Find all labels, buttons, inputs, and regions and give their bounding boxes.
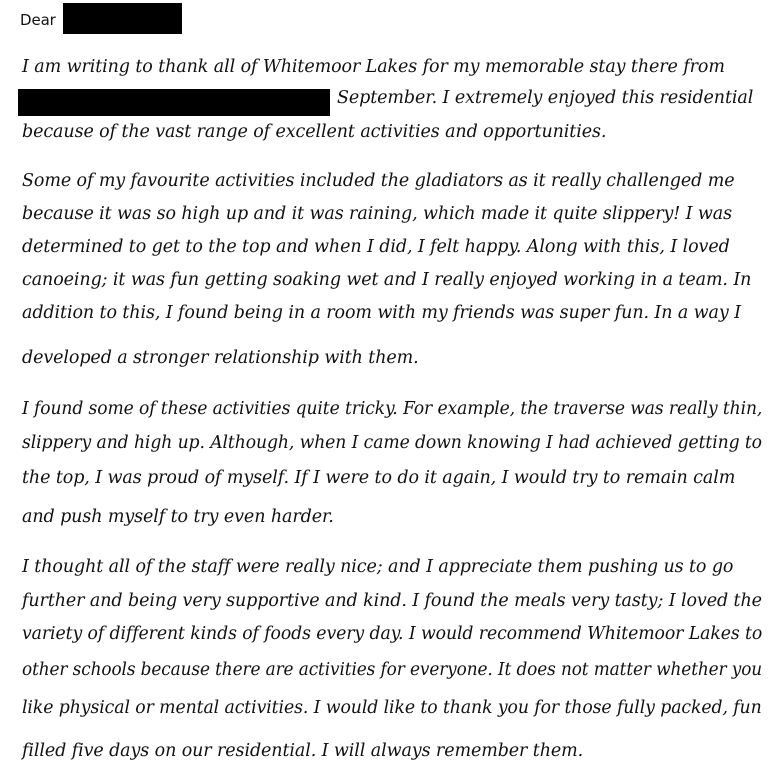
letter-line: addition to this, I found being in a room with my friends was super fun. In a way I (22, 303, 741, 323)
letter-line: Some of my favourite activities included the gladiators as it really challenged me (22, 171, 735, 191)
letter-line: further and being very supportive and kind. I found the meals very tasty; I loved the (22, 591, 762, 611)
letter-line: the top, I was proud of myself. If I were to do it again, I would try to remain calm (22, 468, 736, 488)
letter-line: because it was so high up and it was raining, which made it quite slippery! I was (22, 204, 733, 224)
letter-line: slippery and high up. Although, when I came down knowing I had achieved getting to (22, 433, 762, 453)
redacted-dates (18, 89, 330, 116)
letter-line: I thought all of the staff were really nice; and I appreciate them pushing us to go (22, 557, 734, 577)
letter-line: developed a stronger relationship with them. (22, 348, 419, 368)
letter-line: canoeing; it was fun getting soaking wet and I really enjoyed working in a team. In (22, 270, 752, 290)
letter-line: other schools because there are activities for everyone. It does not matter whether you (22, 660, 763, 680)
letter-line: and push myself to try even harder. (22, 507, 334, 527)
letter-line: because of the vast range of excellent activities and opportunities. (22, 122, 607, 142)
letter-line: determined to get to the top and when I did, I felt happy. Along with this, I loved (22, 237, 730, 257)
letter-line: like physical or mental activities. I would like to thank you for those fully packed, fun (22, 698, 762, 718)
salutation: Dear (20, 11, 56, 29)
letter-line: September. I extremely enjoyed this residential (337, 88, 754, 108)
redacted-recipient-name (63, 3, 182, 34)
letter-line: filled five days on our residential. I will always remember them. (22, 741, 584, 761)
letter-line: I am writing to thank all of Whitemoor Lakes for my memorable stay there from (22, 57, 725, 77)
letter-line: I found some of these activities quite tricky. For example, the traverse was really thin, (22, 399, 763, 419)
letter-line: variety of different kinds of foods every day. I would recommend Whitemoor Lakes to (22, 624, 763, 644)
